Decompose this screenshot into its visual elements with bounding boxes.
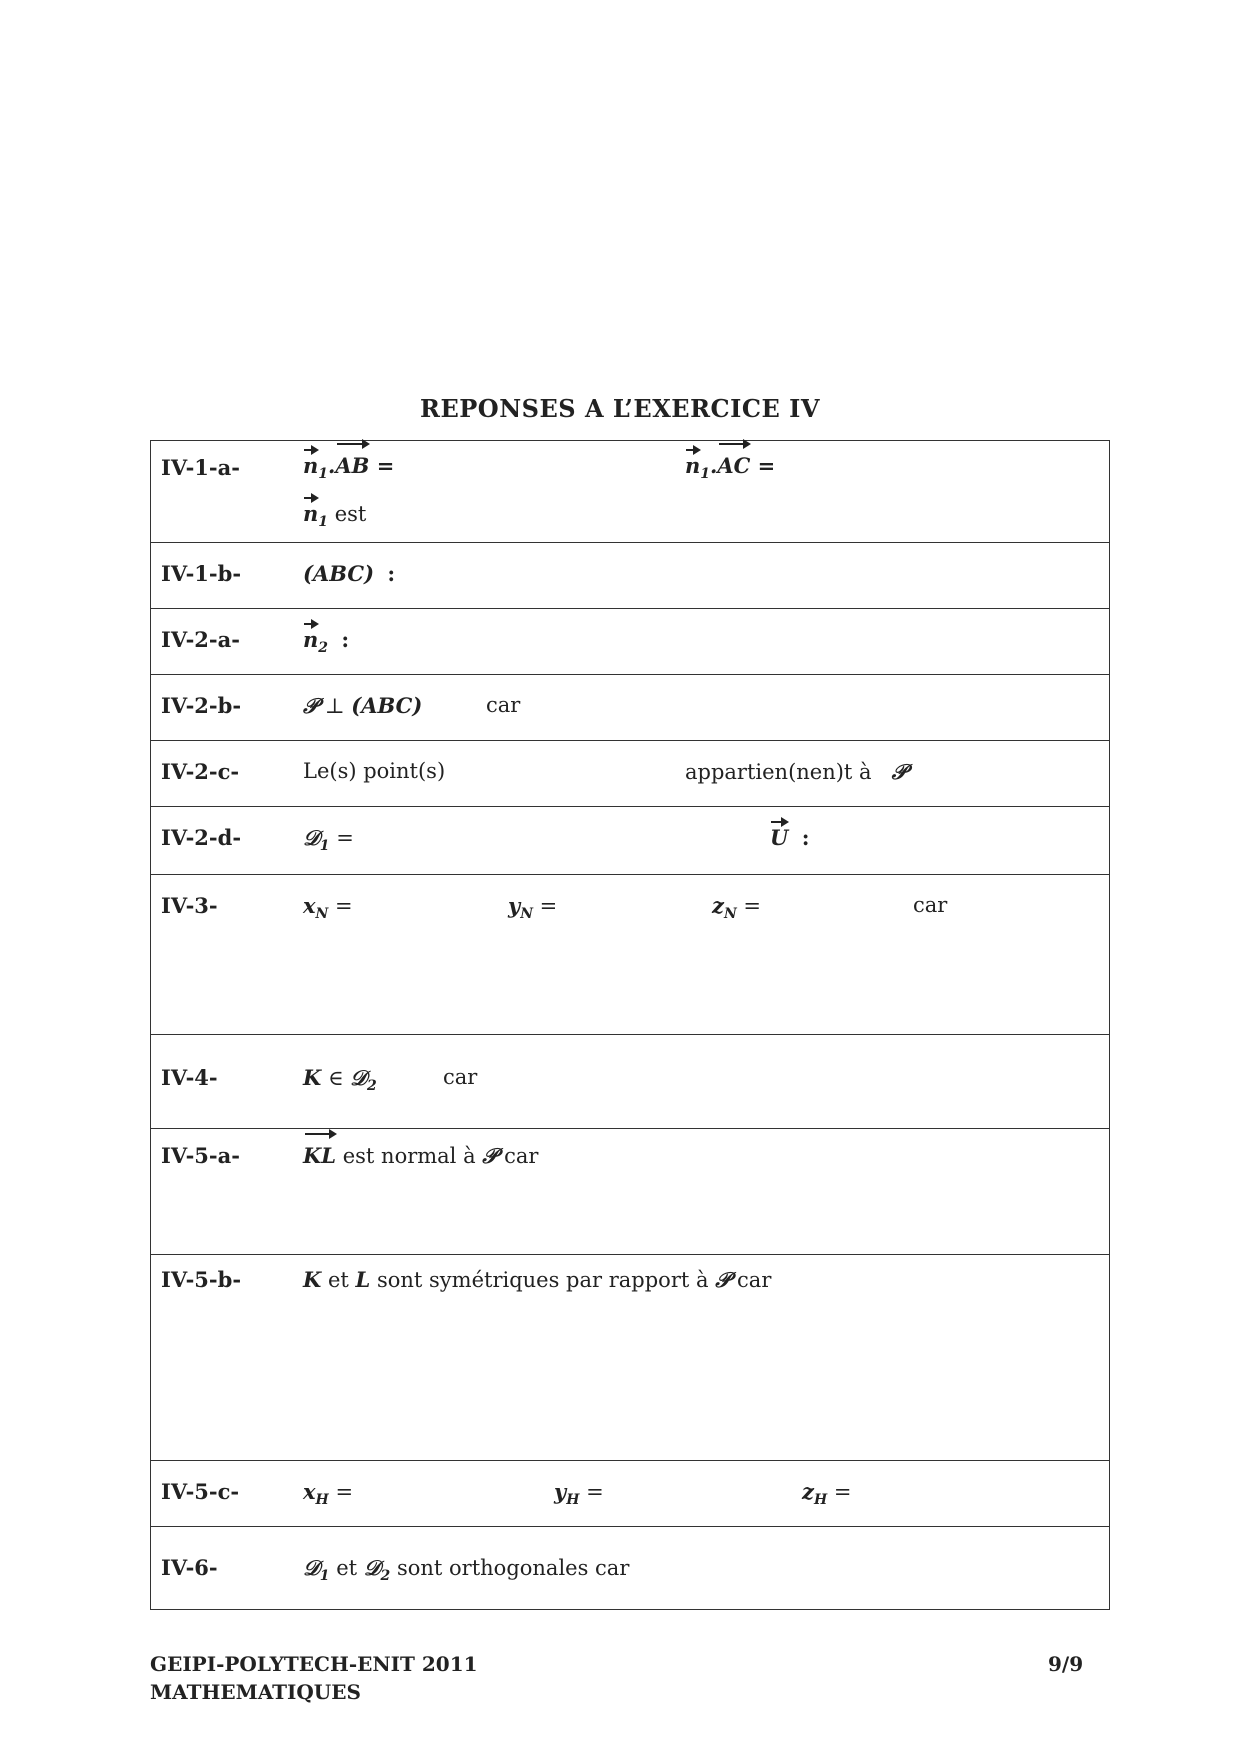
word-car: car: [443, 1065, 478, 1089]
word-car: car: [913, 893, 948, 917]
answer-yn[interactable]: $y_N$ =: [508, 893, 558, 923]
answer-n1-est[interactable]: $n_1$ est: [303, 501, 367, 531]
answer-row-iv-6: [151, 1527, 1109, 1611]
answer-vector-u[interactable]: U :: [770, 825, 810, 850]
word-sont-symetriques: sont symétriques par rapport à: [376, 1268, 709, 1292]
answer-zh[interactable]: $z_H$ =: [802, 1479, 852, 1509]
answer-d1-d2-orthogonal[interactable]: 𝒟$_1$ et 𝒟$_2$ sont orthogonales car: [303, 1555, 630, 1585]
answer-row-iv-5-a: [151, 1129, 1109, 1255]
word-est: est: [334, 502, 367, 526]
word-sont-orthogonales: sont orthogonales car: [396, 1556, 630, 1580]
answer-row-iv-5-c: [151, 1461, 1109, 1527]
answer-n1-ac[interactable]: $n_1.AC$ =: [685, 453, 776, 483]
word-car: car: [737, 1268, 772, 1292]
word-appartiennent: appartien(nen)t à: [685, 760, 872, 784]
row-label: IV-5-b-: [161, 1267, 242, 1292]
answer-row-iv-2-a: [151, 609, 1109, 675]
row-label: IV-3-: [161, 893, 218, 918]
answer-d1[interactable]: 𝒟$_1$ =: [303, 825, 354, 855]
answer-kl-normal[interactable]: KL est normal à 𝒫 car: [303, 1143, 539, 1168]
row-label: IV-1-a-: [161, 455, 240, 480]
word-et: et: [327, 1268, 349, 1292]
answer-appartiennent: appartien(nen)t à 𝒫: [685, 759, 907, 784]
footer-institution: GEIPI-POLYTECH-ENIT 2011: [150, 1652, 478, 1676]
answer-table: [150, 440, 1110, 1610]
answer-k-l-symmetric[interactable]: K et L sont symétriques par rapport à 𝒫 car: [303, 1267, 772, 1292]
answer-row-iv-4: [151, 1035, 1109, 1129]
answer-row-iv-3: [151, 875, 1109, 1035]
answer-xn[interactable]: $x_N$ =: [303, 893, 353, 923]
word-car: car: [486, 693, 521, 717]
answer-row-iv-2-c: [151, 741, 1109, 807]
answer-n1-ab[interactable]: $n_1.AB$ =: [303, 453, 395, 483]
answer-row-iv-5-b: [151, 1255, 1109, 1461]
row-label: IV-6-: [161, 1555, 218, 1580]
answer-row-iv-1-b: [151, 543, 1109, 609]
answer-xh[interactable]: $x_H$ =: [303, 1479, 354, 1509]
footer-subject: MATHEMATIQUES: [150, 1680, 361, 1704]
row-label: IV-4-: [161, 1065, 218, 1090]
row-label: IV-5-c-: [161, 1479, 240, 1504]
row-label: IV-2-d-: [161, 825, 242, 850]
answer-row-iv-2-d: [151, 807, 1109, 875]
answer-n2[interactable]: $n_2$ :: [303, 627, 350, 657]
page-title: REPONSES A L’EXERCICE IV: [420, 394, 820, 423]
answer-plane-abc[interactable]: (ABC) :: [303, 561, 396, 586]
row-label: IV-2-c-: [161, 759, 240, 784]
row-label: IV-2-b-: [161, 693, 242, 718]
row-label: IV-5-a-: [161, 1143, 240, 1168]
row-label: IV-1-b-: [161, 561, 242, 586]
answer-zn[interactable]: $z_N$ =: [712, 893, 762, 923]
word-est-normal: est normal à: [342, 1144, 476, 1168]
word-car: car: [504, 1144, 539, 1168]
answer-row-iv-2-b: [151, 675, 1109, 741]
row-label: IV-2-a-: [161, 627, 240, 652]
answer-row-iv-1-a: [151, 441, 1109, 543]
answer-k-in-d2[interactable]: K ∈ 𝒟$_2$: [303, 1065, 377, 1095]
answer-p-perp-abc[interactable]: 𝒫 ⊥ (ABC): [303, 693, 423, 718]
answer-yh[interactable]: $y_H$ =: [554, 1479, 604, 1509]
word-et: et: [336, 1556, 358, 1580]
answer-points[interactable]: Le(s) point(s): [303, 759, 446, 783]
page-number: 9/9: [1048, 1652, 1084, 1676]
